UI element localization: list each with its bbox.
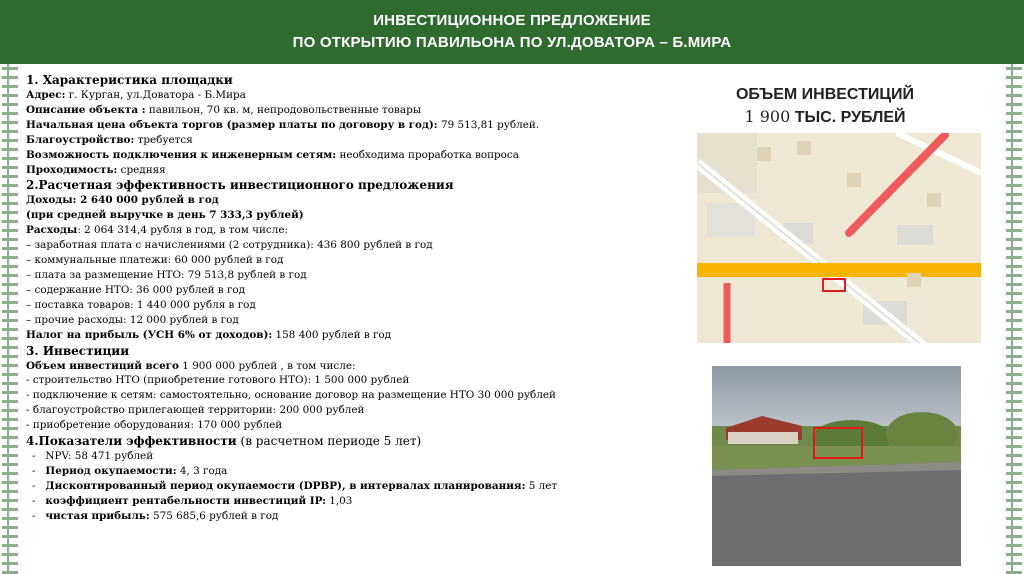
- expenses-row: [26, 223, 666, 238]
- expense-item: – содержание НТО: 36 000 рублей в год: [26, 283, 246, 296]
- investment-total-row: [26, 359, 666, 374]
- traffic-value: средняя: [117, 163, 166, 176]
- title-line-2: ПО ОТКРЫТИЮ ПАВИЛЬОНА ПО УЛ.ДОВАТОРА – Б.МИРА: [292, 34, 732, 51]
- investment-amount-unit: ТЫС. РУБЛЕЙ: [790, 109, 906, 126]
- expense-item: – поставка товаров: 1 440 000 рубля в год: [26, 298, 256, 311]
- connection-label: Возможность подключения к инженерным сетям:: [26, 148, 337, 161]
- section-4-title-label: 4.Показатели эффективности: [26, 434, 237, 449]
- ip-label: коэффициент рентабельности инвестиций IP:: [45, 494, 326, 507]
- indicator-row: - коэффициент рентабельности инвестиций IP: 1,03: [32, 494, 353, 507]
- traffic-label: Проходимость:: [26, 163, 118, 176]
- investment-volume-title: ОБЪЕМ ИНВЕСТИЦИЙ: [735, 86, 915, 103]
- price-label: Начальная цена объекта торгов (размер платы по договору в год):: [26, 118, 438, 131]
- ornament-border-right: [1006, 64, 1022, 574]
- investment-volume-amount: [700, 106, 950, 129]
- indicator-row: - Дисконтированный период окупаемости (DPBP), в интервалах планирования: 5 лет: [32, 479, 558, 492]
- section-3-title: 3. Инвестиции: [26, 343, 130, 358]
- price-row: [26, 118, 666, 133]
- expenses-label: Расходы: [26, 224, 78, 237]
- ip-value: 1,03: [325, 494, 353, 507]
- title-line-1: ИНВЕСТИЦИОННОЕ ПРЕДЛОЖЕНИЕ: [373, 12, 651, 29]
- traffic-row: [26, 163, 666, 178]
- address-label: Адрес:: [26, 89, 66, 101]
- investment-amount-number: 1 900: [744, 107, 791, 126]
- connection-row: [26, 148, 666, 163]
- payback-value: 4, 3 года: [176, 464, 228, 477]
- npv-value: 58 471 рублей: [71, 450, 154, 463]
- address-row: [26, 88, 666, 103]
- income-note: (при средней выручке в день 7 333,3 рублей): [26, 209, 304, 222]
- expense-item: – заработная плата с начислениями (2 сотрудника): 436 800 рублей в год: [26, 239, 433, 252]
- expense-item: – плата за размещение НТО: 79 513,8 рублей в год: [26, 268, 307, 281]
- improvement-label: Благоустройство:: [26, 133, 135, 146]
- net-profit-label: чистая прибыль:: [45, 509, 150, 522]
- section-4-title-period: (в расчетном периоде 5 лет): [236, 434, 422, 449]
- investment-volume-heading: [700, 84, 950, 129]
- indicator-row: - NPV: 58 471 рублей: [32, 450, 154, 463]
- tax-label: Налог на прибыль (УСН 6% от доходов):: [26, 328, 273, 341]
- address-value: г. Курган, ул.Доватора - Б.Мира: [65, 89, 246, 101]
- investment-item: - подключение к сетям: самостоятельно, основание договор на размещение НТО 30 000 рублей: [26, 389, 556, 402]
- dpbp-label: Дисконтированный период окупаемости (DPBP), в интервалах планирования:: [45, 479, 526, 492]
- tax-value: 158 400 рублей в год: [272, 328, 392, 341]
- ornament-border-left: [2, 64, 18, 574]
- title-banner: [0, 0, 1024, 64]
- location-map: [697, 133, 981, 343]
- price-value: 79 513,81 рублей.: [437, 118, 540, 131]
- improvement-value: требуется: [134, 133, 193, 146]
- description-value: павильон, 70 кв. м, непродовольственные товары: [145, 103, 421, 116]
- expenses-value: : 2 064 314,4 рубля в год, в том числе:: [77, 224, 288, 237]
- description-label: Описание объекта :: [26, 103, 146, 116]
- indicator-row: - Период окупаемости: 4, 3 года: [32, 464, 228, 477]
- section-2-title: 2.Расчетная эффективность инвестиционного предложения: [26, 178, 454, 193]
- net-profit-value: 575 685,6 рублей в год: [149, 509, 279, 522]
- investment-total-label: Объем инвестиций всего: [26, 359, 179, 372]
- expense-item: – прочие расходы: 12 000 рублей в год: [26, 313, 239, 326]
- dpbp-value: 5 лет: [525, 479, 558, 492]
- indicator-row: - чистая прибыль: 575 685,6 рублей в год: [32, 509, 279, 522]
- offer-details: [26, 72, 666, 524]
- section-1-title: 1. Характеристика площадки: [26, 73, 233, 87]
- site-photo: [712, 366, 961, 566]
- map-image: [697, 133, 981, 343]
- expense-item: – коммунальные платежи: 60 000 рублей в год: [26, 254, 284, 267]
- investment-total-value: 1 900 000 рублей , в том числе:: [178, 359, 356, 372]
- description-row: [26, 103, 666, 118]
- tax-row: [26, 328, 666, 343]
- income-row: Доходы: 2 640 000 рублей в год: [26, 194, 219, 207]
- investment-item: - благоустройство прилегающей территории: 200 000 рублей: [26, 404, 365, 417]
- section-4-title: [26, 433, 666, 449]
- npv-label: NPV:: [45, 450, 72, 463]
- investment-item: - строительство НТО (приобретение готового НТО): 1 500 000 рублей: [26, 374, 410, 387]
- improvement-row: [26, 133, 666, 148]
- payback-label: Период окупаемости:: [45, 464, 177, 477]
- street-photo-image: [712, 366, 961, 566]
- connection-value: необходима проработка вопроса: [336, 148, 519, 161]
- investment-item: - приобретение оборудования: 170 000 рублей: [26, 419, 283, 432]
